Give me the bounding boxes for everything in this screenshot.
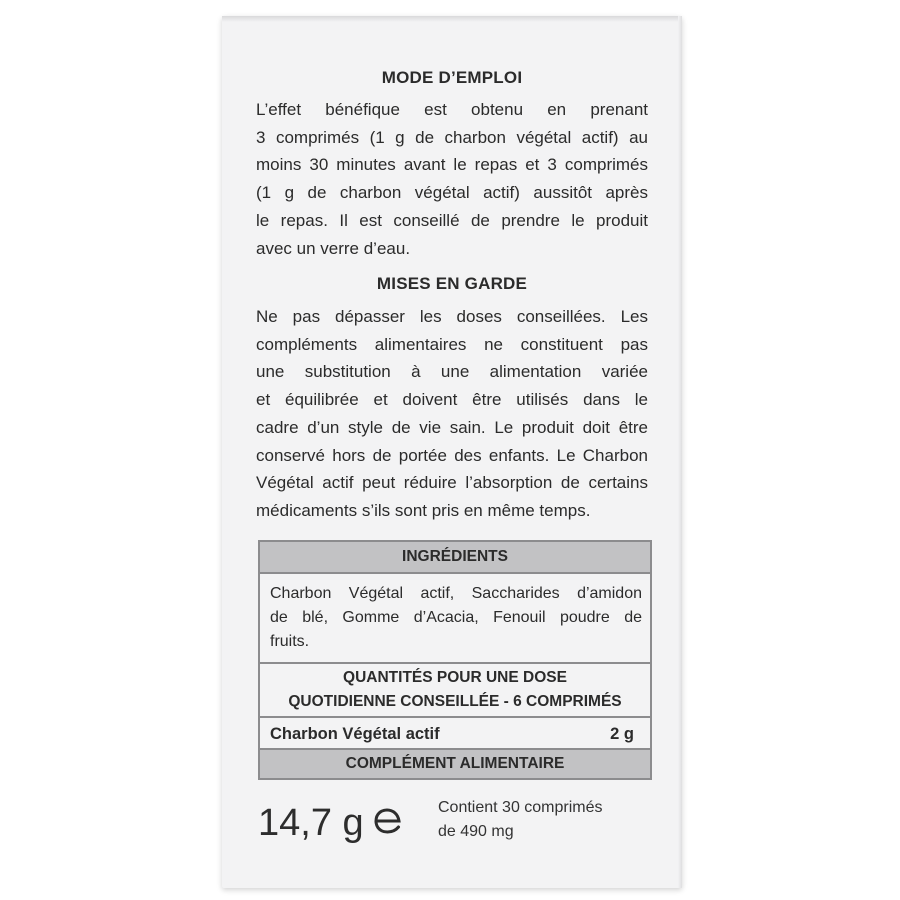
quantity-header-line: QUOTIDIENNE CONSEILLÉE - 6 COMPRIMÉS	[288, 693, 622, 710]
box-right-edge	[678, 16, 682, 888]
net-weight-value: 14,7 g	[258, 802, 364, 844]
mises-en-garde-line: médicaments s’ils sont pris en même temps.	[256, 500, 591, 520]
row-name: Charbon Végétal actif	[270, 725, 440, 743]
mode-emploi-line: avec un verre d’eau.	[256, 238, 411, 258]
mises-en-garde-text	[256, 303, 648, 525]
complement-alimentaire-footer: COMPLÉMENT ALIMENTAIRE	[260, 750, 650, 778]
contents-line: Contient 30 comprimés	[438, 799, 603, 816]
table-divider	[260, 716, 650, 718]
mode-emploi-line: L’effet bénéfique est obtenu en prenant	[256, 100, 648, 119]
mode-emploi-line: (1 g de charbon végétal actif) aussitôt après	[256, 183, 648, 203]
contents-info	[438, 796, 603, 844]
quantity-header	[260, 666, 650, 714]
mises-en-garde-line: Ne pas dépasser les doses conseillées. Les	[256, 307, 648, 326]
net-weight	[258, 799, 402, 847]
mode-emploi-line: 3 comprimés (1 g de charbon végétal actif) au	[256, 127, 648, 147]
table-row	[260, 720, 650, 748]
mode-emploi-heading: MODE D’EMPLOI	[381, 68, 523, 87]
product-box-side-panel	[222, 16, 682, 888]
ingredients-header: INGRÉDIENTS	[260, 542, 650, 572]
mises-en-garde-line: conservé hors de portée des enfants. Le Charbon	[256, 445, 648, 465]
contents-line: de 490 mg	[438, 823, 514, 840]
ingredients-table	[258, 540, 652, 780]
mode-emploi-line: moins 30 minutes avant le repas et 3 comprimés	[256, 155, 648, 175]
mode-emploi-line: le repas. Il est conseillé de prendre le produit	[256, 210, 648, 230]
ingredients-list	[270, 582, 642, 654]
table-divider	[260, 572, 650, 574]
mises-en-garde-line: cadre d’un style de vie sain. Le produit doit être	[256, 417, 648, 437]
mises-en-garde-line: Végétal actif peut réduire l’absorption de certains	[256, 473, 648, 493]
box-top-edge	[222, 16, 682, 22]
quantity-header-line: QUANTITÉS POUR UNE DOSE	[343, 669, 567, 686]
mises-en-garde-line: et équilibrée et doivent être utilisés dans le	[256, 390, 648, 410]
mode-emploi-text	[256, 96, 648, 262]
ingredients-line: fruits.	[270, 633, 310, 650]
row-value: 2 g	[610, 725, 634, 743]
table-divider	[260, 662, 650, 664]
estimated-e-mark-icon	[372, 799, 402, 847]
ingredients-line: Charbon Végétal actif, Saccharides d’amidon	[270, 585, 642, 602]
mises-en-garde-line: une substitution à une alimentation variée	[256, 362, 648, 382]
mises-en-garde-line: compléments alimentaires ne constituent pas	[256, 334, 648, 354]
mises-en-garde-heading: MISES EN GARDE	[376, 274, 528, 293]
ingredients-line: de blé, Gomme d’Acacia, Fenouil poudre de	[270, 609, 642, 626]
